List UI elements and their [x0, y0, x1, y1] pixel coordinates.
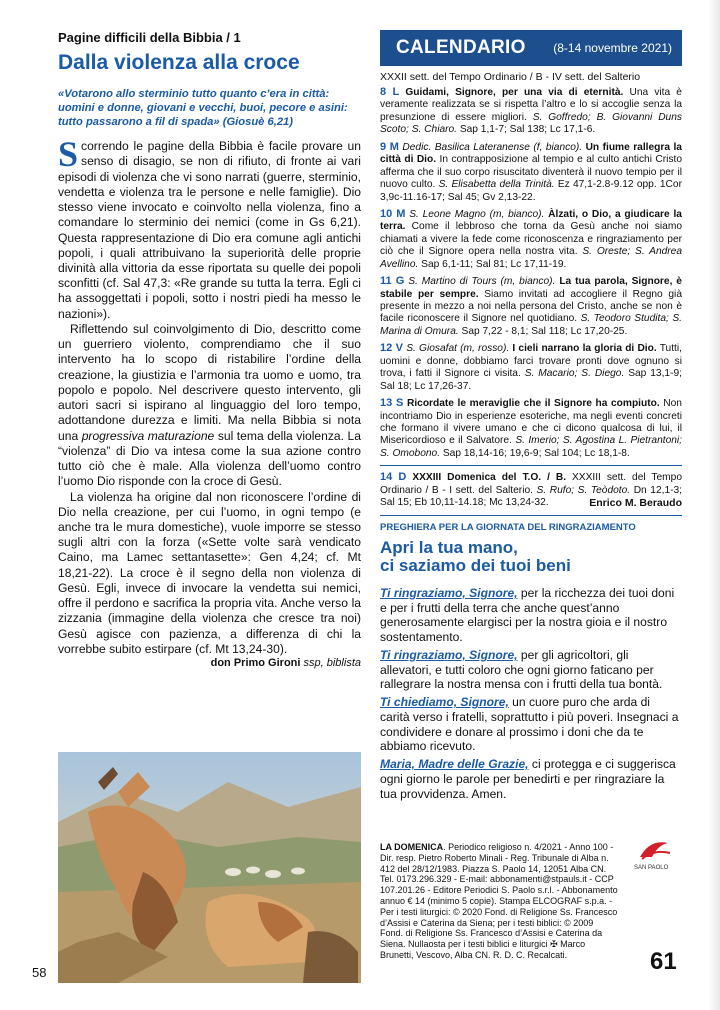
- entry-celebration: S. Martino di Tours (m, bianco).: [408, 276, 556, 288]
- sunday-day: 14 D: [380, 471, 407, 484]
- prayer-divider: [380, 515, 682, 516]
- calendar-column: [380, 30, 682, 804]
- page-edge-shadow: [708, 0, 720, 1010]
- calendar-entry: [380, 208, 682, 271]
- sunday-refs: Dn 12,1-3; Sal 15; Eb 10,11-14.18; Mc 13,24-32.: [380, 484, 683, 509]
- prayer-text: per gli agricoltori, gli allevatori, e tutti coloro che ogni giorno faticano per rallegrare la nostra mensa con i frutti della tua bontà.: [380, 647, 663, 692]
- article-column: [58, 30, 361, 671]
- colophon-name: LA DOMENICA: [380, 842, 444, 852]
- prayer-lead: Ti ringraziamo, Signore,: [380, 647, 518, 662]
- prayer-text: un cuore puro che arda di carità verso i fratelli, soprattutto i più poveri. Insegnaci a condividere e donare al prossimo i doni che da te abbiamo ricevuto.: [380, 695, 679, 754]
- paragraph-2: [58, 322, 361, 490]
- prayer-item: [380, 586, 682, 645]
- epigraph-quote: «Votarono allo sterminio tutto quanto c’era in città: uomini e donne, giovani e vecchi, buoi, pecore e asini: tutto passarono a fil di spada» (Giosuè 6,21): [58, 88, 348, 129]
- author-name: don Primo Gironi: [210, 657, 301, 670]
- paragraph-2-text-a: Riflettendo sul coinvolgimento di Dio, descritto come un guerriero violento, comprendiamo che il suo intervento ha lo scopo di ristabilire l’ordine della creazione, la giustizia e l’armonia tra uomo e uomo, tra popolo e popolo. Nel descrivere questo intervento, gli autori sacri si ispirano al linguaggio del loro tempo, adottandone durezza e limiti. Ma nella Bibbia si nota una: [58, 321, 361, 443]
- entry-heading: Àlzati, o Dio, a giudicare la terra.: [380, 208, 682, 233]
- entry-heading: La tua parola, Signore, è stabile per sempre.: [380, 276, 682, 300]
- entry-saints: S. Goffredo; B. Giovanni Duns Scoto; S. Chiaro.: [380, 111, 682, 136]
- entry-day: 10 M: [380, 207, 406, 220]
- calendar-title: CALENDARIO: [396, 37, 526, 58]
- prayer-item: [380, 648, 682, 692]
- calendar-entry: [380, 342, 682, 393]
- paragraph-1: [58, 134, 361, 322]
- calendar-divider: [380, 465, 682, 466]
- calendar-entry: [380, 141, 682, 204]
- painting-illustration: [58, 752, 361, 983]
- article-body: [58, 134, 361, 670]
- colophon-text: . Periodico religioso n. 4/2021 - Anno 100 - Dir. resp. Pietro Roberto Minali - Reg. Tribunale di Alba n. 412 del 28/12/1983. Piazza S. Paolo 14, 12051 Alba CN. Tel. 0173.296.329 - E-mail: abbonamenti@stpauls.it - CCP 107.201.26 - Editore Periodici S. Paolo s.r.l. - Abbonamento annuo € 14 (minimo 5 copie). Stampa ELCOGRAF s.p.a. - Per i testi liturgici: © 2020 Fond. di Religione Ss. Francesco d’Assisi e Caterina da Siena; per i testi biblici: © 2009 Fond. di Religione Ss. Francesco d’Assisi e Caterina da Siena. Nullaosta per i testi biblici e liturgici ✠ Marco Brunetti, Vescovo, Alba CN. R. D. C. Recalcati.: [380, 842, 618, 960]
- entry-refs: Sap 13,1-9; Sal 18; Lc 17,26-37.: [380, 368, 682, 392]
- entry-refs: Sap 7,22 - 8,1; Sal 118; Lc 17,20-25.: [458, 325, 628, 337]
- author-byline: [199, 657, 361, 671]
- entry-saints: S. Oreste; S. Andrea Avellino.: [380, 246, 682, 270]
- calendar-entry: [380, 275, 682, 338]
- page-number-left: 58: [32, 965, 47, 980]
- prayer-item: [380, 695, 682, 754]
- entry-refs: Ez 47,1-2.8-9.12 opp. 1Cor 3,9c-11.16-17; Sal 45; Gv 2,13-22.: [380, 179, 682, 203]
- calendar-dates: (8-14 novembre 2021): [553, 41, 672, 55]
- sunday-saints: S. Rufo; S. Teòdoto.: [536, 484, 631, 496]
- prayer-kicker: PREGHIERA PER LA GIORNATA DEL RINGRAZIAMENTO: [380, 521, 636, 533]
- entry-celebration: Dedic. Basilica Lateranense (f, bianco).: [402, 141, 583, 153]
- entry-refs: Sap 18,14-16; 19,6-9; Sal 104; Lc 18,1-8.: [440, 447, 630, 459]
- entry-celebration: S. Leone Magno (m, bianco).: [409, 208, 545, 220]
- calendar-entries: [380, 86, 682, 460]
- cain-abel-painting: [58, 752, 361, 983]
- calendar-entry: [380, 86, 682, 137]
- paragraph-3: [58, 489, 361, 670]
- entry-saints: S. Macario; S. Diego.: [524, 368, 625, 380]
- prayer-lead: Maria, Madre delle Grazie,: [380, 757, 529, 772]
- paragraph-3-text: La violenza ha origine dal non riconoscere l’ordine di Dio nella creazione, per cui l’uomo, in ogni tempo (e anche tra le mura domestiche), vuole imporre se stesso sugli altri con la forza («Sette volte sarà vendicato Caino, ma Lamec settantasette»: Gen 4,24; cf. Mt 18,21-22). La croce è il segno della non violenza di Gesù. Egli, invece di invocare la vendetta sui nemici, offre il perdono e sacrifica la propria vita. Anche verso la zizzania (immagine della violenza che cresce tra noi) Gesù agisce con pazienza, a differenza di chi la vorrebbe subito estirpare (cf. Mt 13,24-30).: [58, 489, 361, 656]
- entry-refs: Sap 1,1-7; Sal 138; Lc 17,1-6.: [457, 124, 596, 136]
- entry-day: 13 S: [380, 397, 404, 410]
- prayer-title-line-1: Apri la tua mano,: [380, 537, 518, 557]
- entry-heading: Guidami, Signore, per una via di eternità.: [405, 87, 624, 98]
- author-role: ssp, biblista: [303, 657, 361, 670]
- prayer-item: [380, 757, 682, 801]
- entry-heading: Ricordate le meraviglie che il Signore ha compiuto.: [406, 398, 660, 410]
- entry-text: In contrapposizione al tempio e al culto antichi Cristo afferma che il suo corpo risuscitato diventerà il nuovo tempio per il nuovo culto.: [380, 154, 682, 191]
- calendar-entry-sunday: [380, 471, 682, 509]
- calendar-header: [380, 30, 682, 66]
- entry-celebration: S. Giosafat (m, rosso).: [406, 343, 510, 355]
- entry-day: 9 M: [380, 140, 399, 153]
- prayer-title-line-2: ci saziamo dei tuoi beni: [380, 556, 571, 576]
- logo-icon: [632, 835, 676, 871]
- entry-text: Una vita è veramente realizzata se si rispetta l’altro e lo si accoglie senza la presunzione di essere migliori.: [380, 87, 682, 123]
- entry-day: 11 G: [380, 275, 405, 288]
- entry-text: Siamo invitati ad accogliere il Regno già presente in mezzo a noi nella persona del Cristo, anche se non è facile riconoscere il Signore nel quotidiano.: [380, 288, 682, 325]
- prayer-lead: Ti chiediamo, Signore,: [380, 695, 509, 710]
- series-kicker: Pagine difficili della Bibbia / 1: [58, 30, 241, 45]
- paragraph-2-emphasis: progressiva maturazione: [81, 428, 215, 443]
- prayer-items: [380, 586, 682, 802]
- calendar-intro: XXXII sett. del Tempo Ordinario / B - IV sett. del Salterio: [380, 71, 641, 83]
- entry-saints: S. Teodoro Studita; S. Marina di Omura.: [380, 313, 682, 337]
- article-title: Dalla violenza alla croce: [58, 51, 300, 74]
- drop-cap: S: [58, 134, 79, 175]
- san-paolo-logo: [632, 835, 676, 871]
- prayer-text: per la ricchezza dei tuoi doni e per i frutti della terra che anche quest’anno generosamente elargisci per la nostra gioia e il nostro sostentamento.: [380, 585, 675, 645]
- sunday-text: XXXIII sett. del Tempo Ordinario / B - I sett. del Salterio.: [380, 472, 682, 496]
- calendar-entry: [380, 397, 682, 460]
- entry-refs: Sap 6,1-11; Sal 81; Lc 17,11-19.: [418, 258, 567, 270]
- calendar-signature: Enrico M. Beraudo: [589, 497, 682, 510]
- prayer-title: [380, 539, 682, 576]
- logo-text: SAN PAOLO: [634, 865, 669, 871]
- entry-saints: S. Elisabetta della Trinità.: [438, 179, 555, 191]
- prayer-lead: Ti ringraziamo, Signore,: [380, 585, 518, 600]
- entry-day: 12 V: [380, 342, 403, 355]
- colophon: [380, 842, 618, 961]
- entry-text: Tutti, uomini e donne, dobbiamo farci trovare pronti dove ognuno si trova, i fatti il Signore ci visita.: [380, 343, 682, 380]
- paragraph-2-text-b: sul tema della violenza. La “violenza” di Dio va intesa come la sua azione contro tutto ciò che è male. Alla violenza dell’uomo contro l’uomo Dio risponde con la croce di Gesù.: [58, 428, 361, 489]
- page-number-right: 61: [650, 948, 677, 975]
- entry-day: 8 L: [380, 86, 400, 98]
- sunday-head: XXXIII Domenica del T.O. / B.: [412, 472, 567, 484]
- entry-text: Come il lebbroso che torna da Gesù anche noi siamo chiamati a vivere la fede come riconoscenza e ringraziamento per ciò che il Signore opera nella nostra vita.: [380, 221, 682, 258]
- entry-heading: I cieli narrano la gloria di Dio.: [512, 343, 657, 355]
- paragraph-1-text: correndo le pagine della Bibbia è facile provare un senso di disagio, se non di rifiuto, di fronte ai vari episodi di violenza che vi sono narrati (guerre, sterminio, vendetta e violenza tra le persone e nelle famiglie). Dio stesso viene invocato e coinvolto nella violenza, fino a comandare lo sterminio dei nemici (come in Gs 6,21). Questa rappresentazione di Dio era comune agli antichi popoli, i quali attribuivano la superiorità delle proprie divinità alla vittoria da esse riportata su quelle dei popoli sconfitti (cf. Sal 47,3: «Re grande su tutta la terra. Egli ci ha assoggettati i popoli, sotto i nostri piedi ha messo le nazioni»).: [58, 139, 361, 321]
- entry-heading: Un fiume rallegra la città di Dio.: [380, 141, 682, 166]
- entry-saints: S. Imerio; S. Agostina L. Pietrantoni; S. Omobono.: [380, 435, 682, 459]
- prayer-text: ci protegga e ci suggerisca ogni giorno le parole per benedirti e per ringraziare la tua provvidenza. Amen.: [380, 757, 676, 801]
- entry-text: Non incontriamo Dio in esperienze esoteriche, ma negli eventi concreti che formano il vivere umano e che ci dicono qualcosa di lui, il Misericordioso e il Salvatore.: [380, 398, 682, 447]
